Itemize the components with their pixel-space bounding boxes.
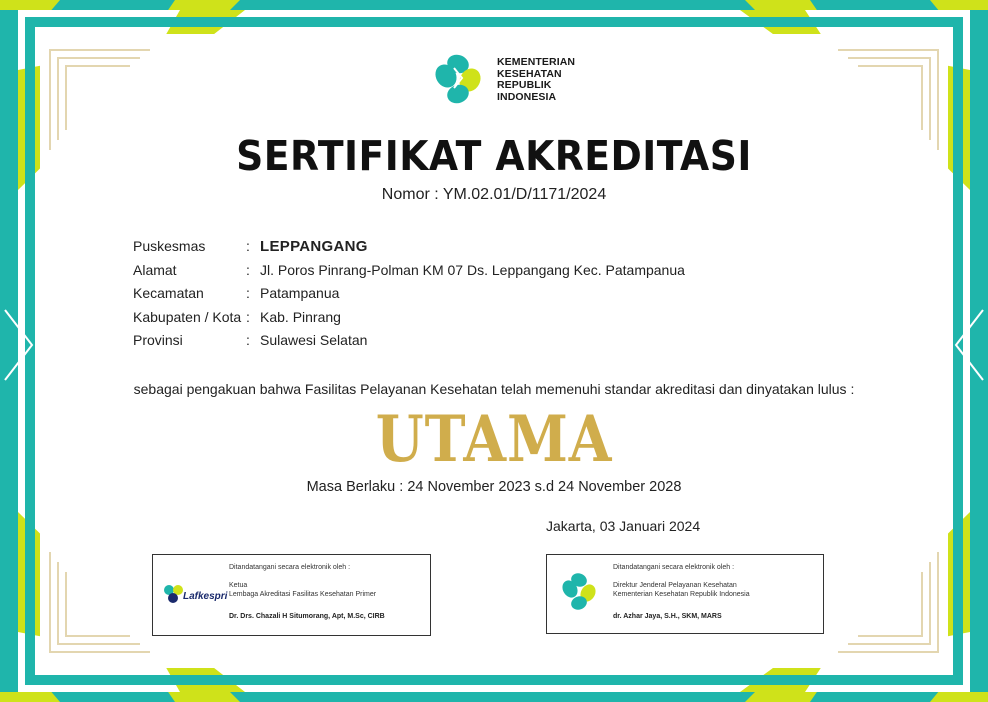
info-separator: : [246, 261, 250, 278]
role-line-2: Kementerian Kesehatan Republik Indonesia [613, 591, 750, 598]
role-line-1: Direktur Jenderal Pelayanan Kesehatan [613, 582, 737, 589]
logo-line-2: KESEHATAN [497, 67, 562, 80]
logo-line-1: KEMENTERIAN [497, 56, 576, 68]
info-separator: : [246, 332, 250, 348]
info-label: Provinsi [133, 332, 183, 348]
logo-line-4: INDONESIA [497, 90, 557, 103]
signatory-name: dr. Azhar Jaya, S.H., SKM, MARS [613, 613, 722, 620]
kemenkes-logo-icon [555, 567, 603, 615]
lafkespri-logo-text: Lafkespri [183, 591, 228, 602]
signatory-name: Dr. Drs. Chazali H Situmorang, Apt, M.Sc, CIRB [229, 613, 385, 620]
signature-box-kemenkes [546, 554, 824, 634]
signature-role [613, 581, 750, 599]
signature-role [229, 581, 376, 599]
info-label: Kabupaten / Kota [133, 308, 242, 325]
logo-line-3: REPUBLIK [497, 79, 552, 91]
validity-period: Masa Berlaku : 24 November 2023 s.d 24 November 2028 [306, 479, 682, 495]
info-separator: : [246, 308, 250, 325]
accreditation-statement: sebagai pengakuan bahwa Fasilitas Pelayanan Kesehatan telah memenuhi standar akreditasi dan dinyatakan lulus : [133, 381, 855, 397]
place-date: Jakarta, 03 Januari 2024 [546, 518, 701, 534]
info-label: Puskesmas [133, 238, 206, 254]
info-value: Jl. Poros Pinrang-Polman KM 07 Ds. Leppangang Kec. Patampanua [260, 261, 685, 278]
accreditation-grade: UTAMA [375, 402, 613, 477]
info-value: Patampanua [260, 285, 340, 301]
info-label: Alamat [133, 261, 177, 278]
info-label: Kecamatan [133, 285, 204, 301]
info-separator: : [246, 285, 250, 301]
info-value: Kab. Pinrang [260, 308, 341, 325]
signature-box-lafkespri [152, 554, 431, 636]
signature-heading: Ditandatangani secara elektronik oleh : [229, 564, 351, 571]
certificate-title: SERTIFIKAT AKREDITASI [236, 132, 752, 180]
info-value: Sulawesi Selatan [260, 332, 368, 348]
info-separator: : [246, 238, 250, 254]
signature-heading: Ditandatangani secara elektronik oleh : [613, 564, 735, 571]
puskesmas-name: LEPPANGANG [260, 238, 368, 255]
role-line-2: Lembaga Akreditasi Fasilitas Kesehatan Primer [229, 591, 377, 598]
certificate-number: Nomor : YM.02.01/D/1171/2024 [381, 186, 607, 203]
role-line-1: Ketua [229, 582, 248, 589]
kemenkes-logo-text [497, 57, 575, 103]
